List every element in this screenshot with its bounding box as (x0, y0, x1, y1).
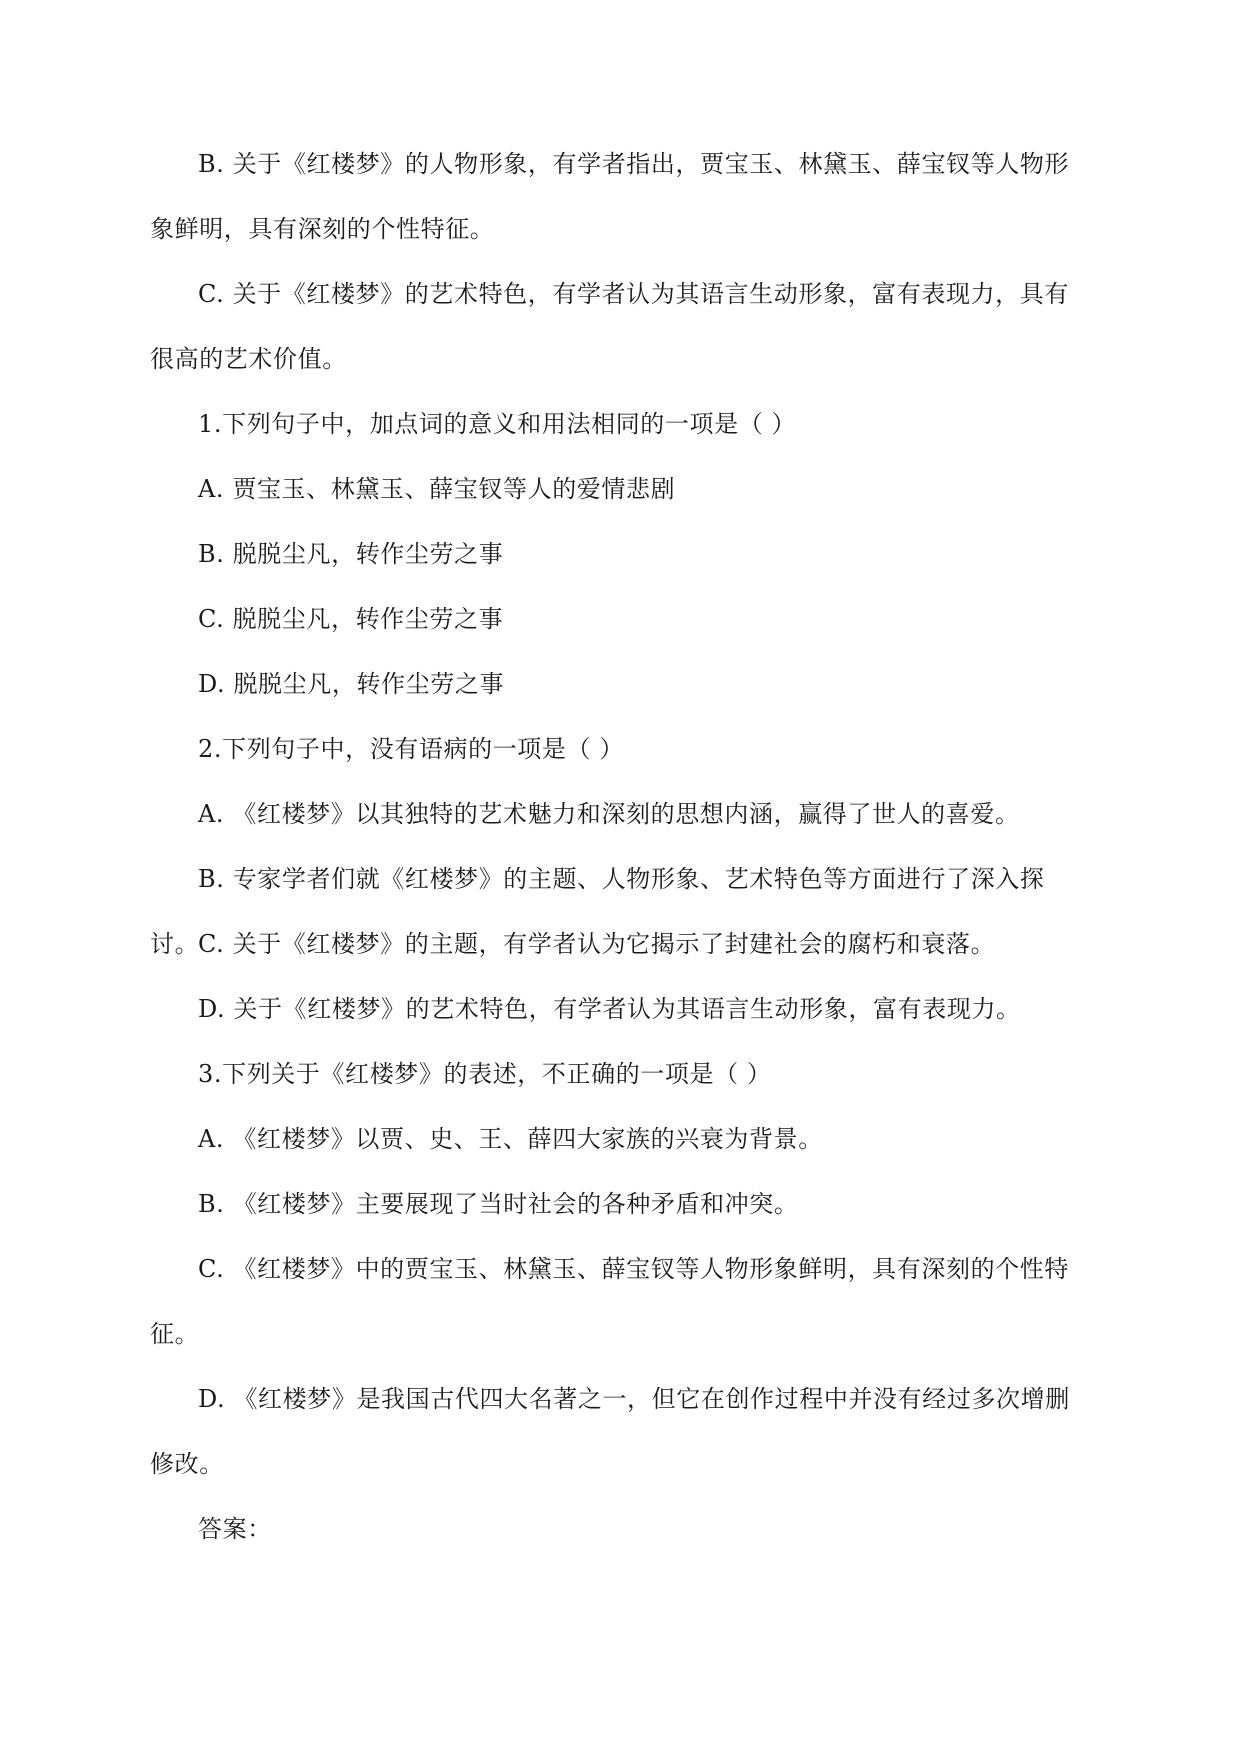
question-3-option-d: D. 《红楼梦》是我国古代四大名著之一，但它在创作过程中并没有经过多次增删修改。 (150, 1385, 1070, 1478)
question-3: 3.下列关于《红楼梦》的表述，不正确的一项是（ ） (198, 1060, 772, 1088)
question-3-option-c: C. 《红楼梦》中的贾宝玉、林黛玉、薛宝钗等人物形象鲜明，具有深刻的个性特征。 (150, 1255, 1069, 1348)
answer-label: 答案： (198, 1515, 272, 1543)
question-1: 1.下列句子中，加点词的意义和用法相同的一项是（ ） (198, 410, 797, 438)
question-2-option-c: C. 关于《红楼梦》的主题，有学者认为它揭示了封建社会的腐朽和衰落。 (198, 930, 996, 958)
question-3-option-b: B. 《红楼梦》主要展现了当时社会的各种矛盾和冲突。 (198, 1190, 799, 1218)
question-1-option-a: A. 贾宝玉、林黛玉、薛宝钗等人的爱情悲剧 (198, 475, 676, 503)
question-2-option-b: B. 专家学者们就《红楼梦》的主题、人物形象、艺术特色等方面进行了深入探讨。 (150, 865, 1045, 958)
option-c-paragraph: C. 关于《红楼梦》的艺术特色，有学者认为其语言生动形象，富有表现力，具有很高的艺术价值。 (150, 280, 1069, 373)
question-1-option-b: B. 脱脱尘凡，转作尘劳之事 (198, 540, 504, 568)
question-2-option-a: A. 《红楼梦》以其独特的艺术魅力和深刻的思想内涵，赢得了世人的喜爱。 (198, 800, 1020, 828)
question-2-option-d: D. 关于《红楼梦》的艺术特色，有学者认为其语言生动形象，富有表现力。 (198, 995, 1021, 1023)
question-2: 2.下列句子中，没有语病的一项是（ ） (198, 735, 624, 763)
question-1-option-c: C. 脱脱尘凡，转作尘劳之事 (198, 605, 504, 633)
question-1-option-d: D. 脱脱尘凡，转作尘劳之事 (198, 670, 505, 698)
question-3-option-a: A. 《红楼梦》以贾、史、王、薛四大家族的兴衰为背景。 (198, 1125, 823, 1153)
option-b-paragraph: B. 关于《红楼梦》的人物形象，有学者指出，贾宝玉、林黛玉、薛宝钗等人物形象鲜明，具有深刻的个性特征。 (150, 150, 1070, 243)
